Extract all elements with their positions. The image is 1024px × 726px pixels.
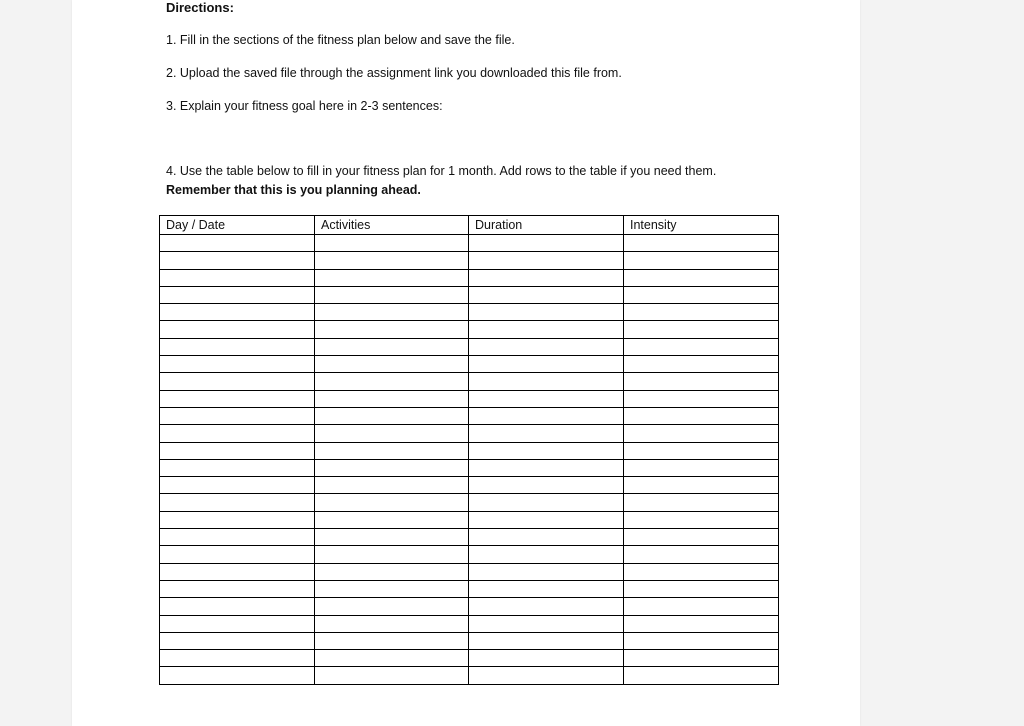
table-cell[interactable] bbox=[160, 580, 315, 597]
table-cell[interactable] bbox=[315, 425, 469, 442]
column-header-day-date: Day / Date bbox=[160, 216, 315, 235]
table-cell[interactable] bbox=[469, 304, 624, 321]
table-cell[interactable] bbox=[315, 546, 469, 563]
table-cell[interactable] bbox=[469, 373, 624, 390]
table-cell[interactable] bbox=[160, 407, 315, 424]
table-cell[interactable] bbox=[469, 390, 624, 407]
table-cell[interactable] bbox=[160, 425, 315, 442]
table-cell[interactable] bbox=[315, 650, 469, 667]
table-cell[interactable] bbox=[160, 235, 315, 252]
step-2-text: 2. Upload the saved file through the assignment link you downloaded this file from. bbox=[166, 66, 622, 80]
document-page bbox=[72, 0, 860, 726]
table-row bbox=[160, 529, 779, 546]
table-cell[interactable] bbox=[469, 407, 624, 424]
table-cell[interactable] bbox=[315, 459, 469, 476]
table-cell[interactable] bbox=[624, 511, 779, 528]
table-cell[interactable] bbox=[160, 390, 315, 407]
table-cell[interactable] bbox=[315, 373, 469, 390]
table-cell[interactable] bbox=[469, 286, 624, 303]
table-row bbox=[160, 615, 779, 632]
table-cell[interactable] bbox=[315, 356, 469, 373]
table-cell[interactable] bbox=[624, 459, 779, 476]
table-cell[interactable] bbox=[624, 373, 779, 390]
table-cell[interactable] bbox=[315, 321, 469, 338]
table-cell[interactable] bbox=[160, 269, 315, 286]
table-cell[interactable] bbox=[469, 494, 624, 511]
table-row bbox=[160, 494, 779, 511]
table-cell[interactable] bbox=[160, 667, 315, 684]
table-cell[interactable] bbox=[469, 529, 624, 546]
table-cell[interactable] bbox=[315, 407, 469, 424]
column-header-intensity: Intensity bbox=[624, 216, 779, 235]
table-row bbox=[160, 667, 779, 684]
table-cell[interactable] bbox=[469, 235, 624, 252]
table-cell[interactable] bbox=[160, 598, 315, 615]
step-4-text: 4. Use the table below to fill in your fitness plan for 1 month. Add rows to the table if you need them. bbox=[166, 164, 717, 178]
table-row bbox=[160, 286, 779, 303]
table-cell[interactable] bbox=[469, 425, 624, 442]
table-cell[interactable] bbox=[469, 546, 624, 563]
table-cell[interactable] bbox=[469, 598, 624, 615]
table-cell[interactable] bbox=[624, 252, 779, 269]
table-cell[interactable] bbox=[469, 338, 624, 355]
fitness-plan-table bbox=[159, 215, 779, 685]
table-row bbox=[160, 477, 779, 494]
table-cell[interactable] bbox=[160, 321, 315, 338]
table-cell[interactable] bbox=[624, 477, 779, 494]
column-header-duration: Duration bbox=[469, 216, 624, 235]
directions-heading: Directions: bbox=[166, 0, 234, 15]
table-cell[interactable] bbox=[624, 529, 779, 546]
step-4-note: Remember that this is you planning ahead. bbox=[166, 183, 421, 197]
table-cell[interactable] bbox=[160, 477, 315, 494]
step-3-text: 3. Explain your fitness goal here in 2-3 sentences: bbox=[166, 99, 443, 113]
table-row bbox=[160, 373, 779, 390]
table-cell[interactable] bbox=[160, 373, 315, 390]
table-cell[interactable] bbox=[160, 632, 315, 649]
table-cell[interactable] bbox=[624, 269, 779, 286]
table-cell[interactable] bbox=[624, 286, 779, 303]
table-cell[interactable] bbox=[469, 667, 624, 684]
table-cell[interactable] bbox=[160, 356, 315, 373]
table-row bbox=[160, 269, 779, 286]
table-cell[interactable] bbox=[624, 650, 779, 667]
table-cell[interactable] bbox=[469, 632, 624, 649]
table-cell[interactable] bbox=[160, 459, 315, 476]
table-cell[interactable] bbox=[624, 546, 779, 563]
table-cell[interactable] bbox=[624, 235, 779, 252]
table-cell[interactable] bbox=[160, 494, 315, 511]
column-header-activities: Activities bbox=[315, 216, 469, 235]
table-cell[interactable] bbox=[469, 321, 624, 338]
table-cell[interactable] bbox=[469, 269, 624, 286]
table-row bbox=[160, 338, 779, 355]
table-cell[interactable] bbox=[469, 356, 624, 373]
table-cell[interactable] bbox=[160, 546, 315, 563]
table-row bbox=[160, 563, 779, 580]
table-row bbox=[160, 650, 779, 667]
table-cell[interactable] bbox=[624, 356, 779, 373]
table-row bbox=[160, 546, 779, 563]
table-body bbox=[160, 235, 779, 685]
table-row bbox=[160, 252, 779, 269]
table-cell[interactable] bbox=[624, 667, 779, 684]
table-cell[interactable] bbox=[624, 632, 779, 649]
table-cell[interactable] bbox=[315, 338, 469, 355]
table-row bbox=[160, 407, 779, 424]
table-cell[interactable] bbox=[315, 390, 469, 407]
table-cell[interactable] bbox=[315, 667, 469, 684]
table-cell[interactable] bbox=[315, 529, 469, 546]
table-cell[interactable] bbox=[160, 286, 315, 303]
table-cell[interactable] bbox=[160, 338, 315, 355]
table-row bbox=[160, 321, 779, 338]
table-row bbox=[160, 390, 779, 407]
table-cell[interactable] bbox=[315, 632, 469, 649]
table-cell[interactable] bbox=[160, 529, 315, 546]
table-cell[interactable] bbox=[315, 252, 469, 269]
table-cell[interactable] bbox=[315, 442, 469, 459]
table-cell[interactable] bbox=[315, 269, 469, 286]
table-header-row bbox=[160, 216, 779, 235]
table-cell[interactable] bbox=[469, 477, 624, 494]
table-cell[interactable] bbox=[315, 235, 469, 252]
table-cell[interactable] bbox=[160, 615, 315, 632]
table-cell[interactable] bbox=[624, 580, 779, 597]
table-row bbox=[160, 580, 779, 597]
table-cell[interactable] bbox=[469, 252, 624, 269]
table-cell[interactable] bbox=[469, 615, 624, 632]
table-row bbox=[160, 598, 779, 615]
table-cell[interactable] bbox=[315, 477, 469, 494]
table-cell[interactable] bbox=[160, 304, 315, 321]
table-cell[interactable] bbox=[624, 321, 779, 338]
step-1-text: 1. Fill in the sections of the fitness plan below and save the file. bbox=[166, 33, 515, 47]
table-cell[interactable] bbox=[315, 304, 469, 321]
table-cell[interactable] bbox=[315, 563, 469, 580]
table-cell[interactable] bbox=[160, 442, 315, 459]
table-row bbox=[160, 511, 779, 528]
table-cell[interactable] bbox=[315, 494, 469, 511]
table-cell[interactable] bbox=[315, 511, 469, 528]
table-cell[interactable] bbox=[315, 286, 469, 303]
table-cell[interactable] bbox=[624, 563, 779, 580]
table-row bbox=[160, 304, 779, 321]
table-cell[interactable] bbox=[160, 650, 315, 667]
table-cell[interactable] bbox=[315, 580, 469, 597]
table-cell[interactable] bbox=[469, 650, 624, 667]
table-cell[interactable] bbox=[315, 615, 469, 632]
table-cell[interactable] bbox=[624, 304, 779, 321]
table-cell[interactable] bbox=[624, 615, 779, 632]
table-row bbox=[160, 632, 779, 649]
table-cell[interactable] bbox=[160, 511, 315, 528]
table-cell[interactable] bbox=[315, 598, 469, 615]
table-cell[interactable] bbox=[624, 442, 779, 459]
table-row bbox=[160, 442, 779, 459]
table-cell[interactable] bbox=[624, 407, 779, 424]
table-cell[interactable] bbox=[160, 252, 315, 269]
table-cell[interactable] bbox=[469, 511, 624, 528]
table-cell[interactable] bbox=[624, 598, 779, 615]
table-cell[interactable] bbox=[624, 425, 779, 442]
table-cell[interactable] bbox=[469, 442, 624, 459]
table-row bbox=[160, 459, 779, 476]
table-row bbox=[160, 235, 779, 252]
table-row bbox=[160, 356, 779, 373]
table-cell[interactable] bbox=[624, 390, 779, 407]
table-cell[interactable] bbox=[624, 494, 779, 511]
table-row bbox=[160, 425, 779, 442]
table-cell[interactable] bbox=[469, 563, 624, 580]
table-cell[interactable] bbox=[624, 338, 779, 355]
table-cell[interactable] bbox=[160, 563, 315, 580]
table-cell[interactable] bbox=[469, 580, 624, 597]
table-cell[interactable] bbox=[469, 459, 624, 476]
